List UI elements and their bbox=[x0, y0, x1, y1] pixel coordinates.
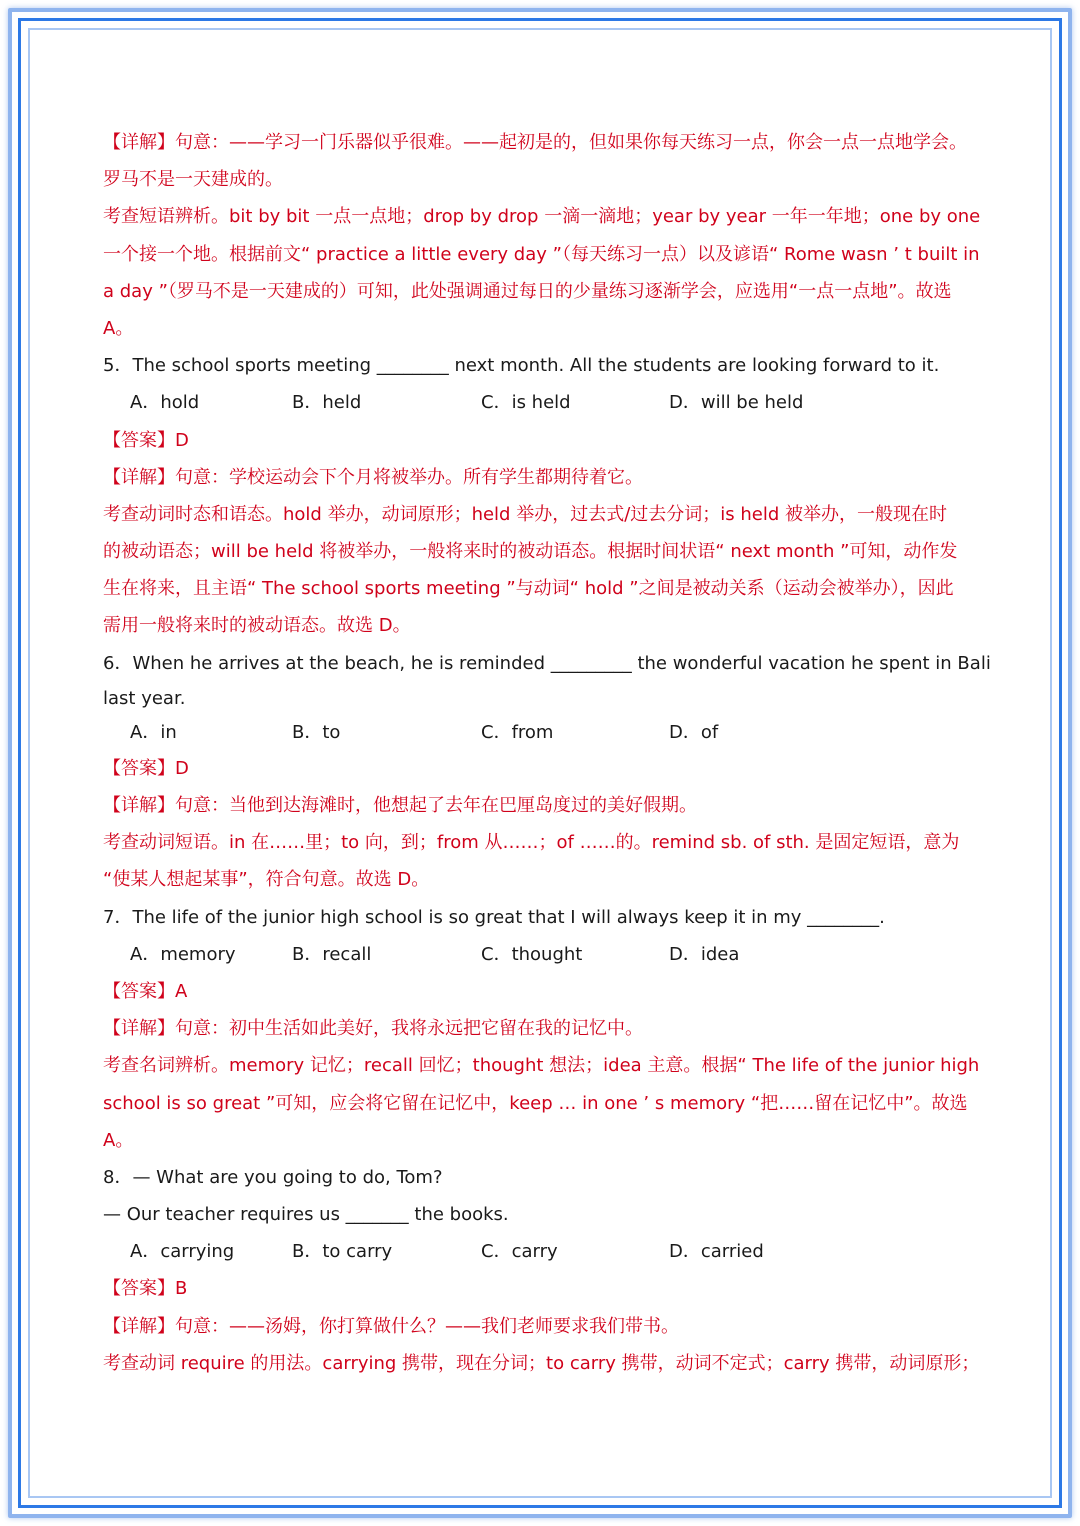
options-row bbox=[103, 936, 998, 973]
option-d: D．carried bbox=[669, 1241, 764, 1263]
detail-line: 的被动语态；will be held 将被举办，一般将来时的被动语态。根据时间状语“ next month ”可知，动作发 bbox=[103, 541, 958, 563]
question-stem: 5．The school sports meeting ________ next month. All the students are looking forward to it. bbox=[103, 355, 940, 377]
detail-line: “使某人想起某事”，符合句意。故选 D。 bbox=[103, 869, 430, 891]
detail-line: 考查短语辨析。bit by bit 一点一点地；drop by drop 一滴一滴地；year by year 一年一年地；one by one bbox=[103, 206, 981, 228]
options-row bbox=[103, 384, 998, 421]
option-c: C．thought bbox=[481, 943, 583, 965]
question-7 bbox=[103, 899, 998, 1159]
detail-line: 需用一般将来时的被动语态。故选 D。 bbox=[103, 615, 411, 637]
option-a: A．carrying bbox=[130, 1241, 235, 1263]
options-row bbox=[103, 716, 998, 750]
detail-line: 考查动词时态和语态。hold 举办，动词原形；held 举办，过去式/过去分词；is held 被举办，一般现在时 bbox=[103, 503, 947, 525]
detail-line: 考查动词 require 的用法。carrying 携带，现在分词；to carry 携带，动词不定式；carry 携带，动词原形； bbox=[103, 1352, 980, 1374]
options-row bbox=[103, 1233, 998, 1270]
question-stem: 7．The life of the junior high school is so great that I will always keep it in my ________. bbox=[103, 906, 885, 928]
option-d: D．will be held bbox=[669, 392, 804, 414]
question-8 bbox=[103, 1159, 998, 1382]
detail-line: 生在将来，且主语“ The school sports meeting ”与动词“ hold ”之间是被动关系（运动会被举办），因此 bbox=[103, 578, 954, 600]
option-b: B．recall bbox=[292, 943, 372, 965]
detail-line: A。 bbox=[103, 1129, 134, 1151]
answer-label: 【答案】B bbox=[103, 1278, 188, 1300]
question-stem: 8．— What are you going to do, Tom? bbox=[103, 1166, 443, 1188]
detail-line: 【详解】句意：——学习一门乐器似乎很难。——起初是的，但如果你每天练习一点，你会一点一点地学会。 bbox=[103, 132, 967, 153]
detail-line: 考查名词辨析。memory 记忆；recall 回忆；thought 想法；idea 主意。根据“ The life of the junior high bbox=[103, 1055, 980, 1077]
answer-label: 【答案】D bbox=[103, 757, 189, 779]
question-5 bbox=[103, 347, 998, 645]
detail-line: school is so great ”可知，应会将它留在记忆中，keep … in one ’ s memory “把……留在记忆中”。故选 bbox=[103, 1092, 968, 1114]
option-d: D．of bbox=[669, 721, 719, 743]
option-b: B．held bbox=[292, 392, 362, 414]
option-a: A．in bbox=[130, 721, 177, 743]
detail-line: 考查动词短语。in 在……里；to 向，到；from 从……；of ……的。remind sb. of sth. 是固定短语，意为 bbox=[103, 832, 960, 854]
detail-line: 【详解】句意：初中生活如此美好，我将永远把它留在我的记忆中。 bbox=[103, 1018, 643, 1040]
answer-label: 【答案】D bbox=[103, 429, 189, 451]
option-c: C．carry bbox=[481, 1241, 558, 1263]
option-c: C．from bbox=[481, 721, 554, 743]
detail-line: 罗马不是一天建成的。 bbox=[103, 169, 283, 191]
option-b: B．to bbox=[292, 721, 341, 743]
detail-line: 【详解】句意：当他到达海滩时，他想起了去年在巴厘岛度过的美好假期。 bbox=[103, 795, 697, 816]
answer-label: 【答案】A bbox=[103, 980, 188, 1002]
question-stem: — Our teacher requires us _______ the books. bbox=[103, 1204, 509, 1226]
document-content bbox=[103, 124, 998, 1382]
detail-line: A。 bbox=[103, 317, 134, 339]
option-d: D．idea bbox=[669, 943, 740, 965]
detail-line: 【详解】句意：学校运动会下个月将被举办。所有学生都期待着它。 bbox=[103, 466, 643, 488]
option-b: B．to carry bbox=[292, 1241, 393, 1263]
question-6 bbox=[103, 645, 998, 899]
question-stem: 6．When he arrives at the beach, he is reminded _________ the wonderful vacation he spent in Bali bbox=[103, 652, 991, 674]
detail-line: 一个接一个地。根据前文“ practice a little every day ”（每天练习一点）以及谚语“ Rome wasn ’ t built in bbox=[103, 243, 980, 265]
option-c: C．is held bbox=[481, 392, 571, 414]
detail-line: 【详解】句意：——汤姆，你打算做什么？——我们老师要求我们带书。 bbox=[103, 1315, 679, 1337]
question-stem: last year. bbox=[103, 687, 186, 709]
detail-line: a day ”（罗马不是一天建成的）可知，此处强调通过每日的少量练习逐渐学会，应选用“一点一点地”。故选 bbox=[103, 280, 952, 302]
option-a: A．hold bbox=[130, 392, 200, 414]
option-a: A．memory bbox=[130, 943, 236, 965]
